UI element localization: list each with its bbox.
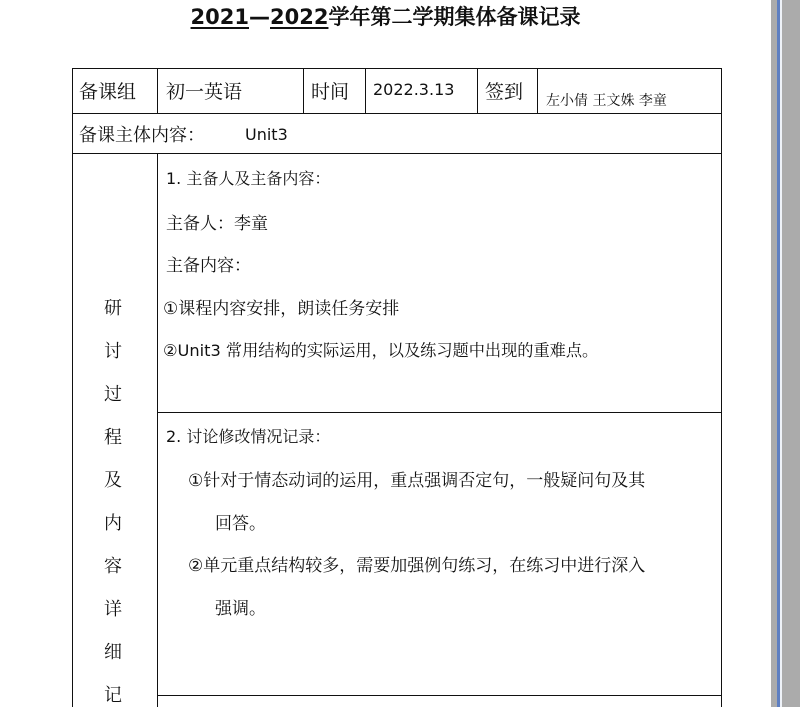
col-divider-4 <box>477 68 478 113</box>
section1-item-2: ②Unit3 常用结构的实际运用，以及练习题中出现的重难点。 <box>163 341 599 360</box>
section-divider <box>157 412 722 413</box>
section2-bottom-border <box>157 695 722 696</box>
signin-label: 签到 <box>485 81 524 103</box>
section1-heading: 1. 主备人及主备内容： <box>166 169 331 188</box>
section2-item-2-line-2: 强调。 <box>215 599 266 619</box>
time-value: 2022.3.13 <box>373 80 455 99</box>
col-divider-2 <box>303 68 304 113</box>
section2-heading: 2. 讨论修改情况记录： <box>166 427 331 446</box>
side-label-char: 研 <box>104 298 122 319</box>
topic-label: 备课主体内容： <box>79 125 205 146</box>
section1-item-1: ①课程内容安排，朗读任务安排 <box>163 299 400 319</box>
side-label-char: 程 <box>104 427 122 448</box>
presenter-line: 主备人：李童 <box>166 214 268 234</box>
title-year-end: 2022 <box>270 5 329 29</box>
col-divider-3 <box>365 68 366 113</box>
table-right-border <box>721 68 722 707</box>
topic-value: Unit3 <box>245 125 288 144</box>
table-left-border <box>72 68 73 707</box>
col-divider-1 <box>157 68 158 113</box>
col-divider-5 <box>537 68 538 113</box>
side-label-char: 详 <box>104 599 122 620</box>
time-label: 时间 <box>311 81 350 103</box>
content-label: 主备内容： <box>166 256 251 276</box>
signin-names: 左小倩 王文姝 李童 <box>546 93 667 109</box>
title-text: 学年第二学期集体备课记录 <box>328 5 581 29</box>
side-label-char: 容 <box>104 556 122 577</box>
row2-bottom-border <box>72 153 722 154</box>
side-label-char: 细 <box>104 642 122 663</box>
group-label: 备课组 <box>79 81 137 103</box>
table-top-border <box>72 68 722 69</box>
side-column-divider <box>157 153 158 707</box>
side-label-char: 内 <box>104 513 122 534</box>
document-title <box>0 1 771 31</box>
section2-item-1-line-2: 回答。 <box>215 514 266 534</box>
side-label-char: 及 <box>104 470 122 491</box>
group-value: 初一英语 <box>166 81 243 103</box>
side-label-char: 讨 <box>104 341 122 362</box>
section2-item-1-line-1: ①针对于情态动词的运用，重点强调否定句，一般疑问句及其 <box>188 471 646 491</box>
window-border-highlight <box>780 0 782 707</box>
row1-bottom-border <box>72 113 722 114</box>
section2-item-2-line-1: ②单元重点结构较多，需要加强例句练习，在练习中进行深入 <box>188 556 646 576</box>
title-dash: — <box>249 5 270 29</box>
side-label-char: 过 <box>104 384 122 405</box>
title-year-start: 2021 <box>190 5 249 29</box>
side-label-char: 记 <box>104 685 122 706</box>
window-scrollbar-track[interactable] <box>771 0 800 707</box>
